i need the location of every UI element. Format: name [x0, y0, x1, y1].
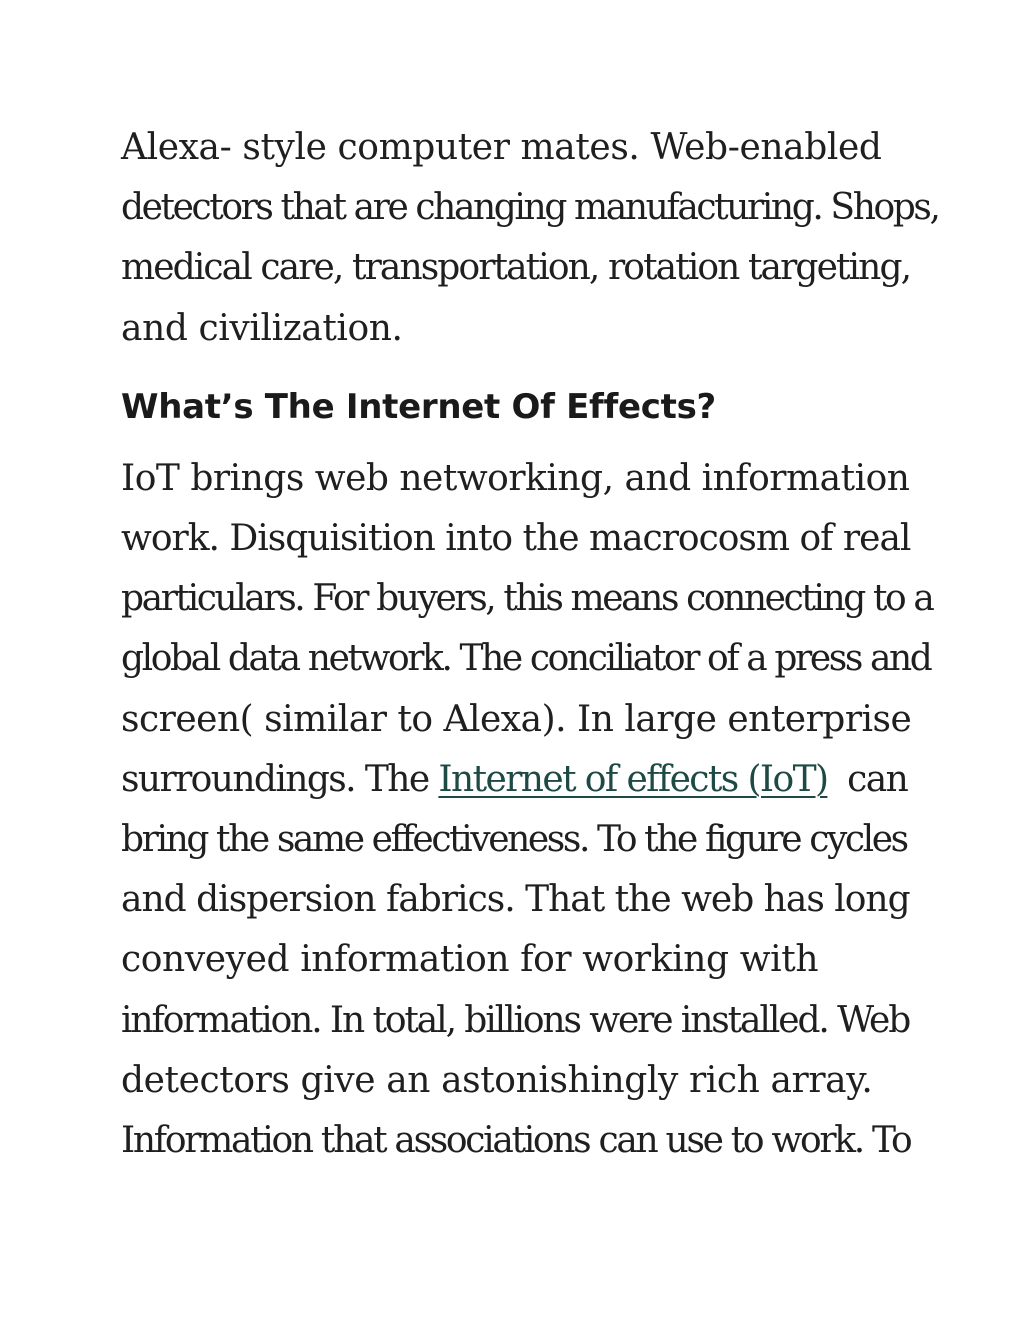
section-paragraph	[121, 449, 933, 1171]
text-line: medical care, transportation, rotation targeting,	[121, 247, 911, 289]
intro-paragraph	[121, 118, 939, 359]
text-line: particulars. For buyers, this means connecting to a	[121, 578, 933, 620]
text-line: and civilization.	[121, 307, 403, 349]
text-line: bring the same effectiveness. To the figure cycles	[121, 819, 907, 861]
text-after-link: can	[827, 758, 908, 800]
article-body	[121, 118, 939, 1171]
text-line: Information that associations can use to work. To	[121, 1120, 911, 1162]
text-line-with-link	[121, 750, 911, 810]
text-line: and dispersion fabrics. That the web has long	[121, 879, 910, 921]
text-line: screen( similar to Alexa). In large enterprise	[121, 698, 912, 740]
text-line: detectors that are changing manufacturing. Shops,	[121, 187, 939, 229]
text-line: Alexa- style computer mates. Web-enabled	[121, 127, 882, 168]
text-before-link: surroundings. The	[121, 758, 439, 800]
iot-article-link[interactable]: Internet of effects (IoT)	[438, 758, 828, 800]
text-line: IoT brings web networking, and information	[121, 457, 910, 499]
text-line: work. Disquisition into the macrocosm of real	[121, 518, 911, 560]
text-line: conveyed information for working with	[121, 939, 819, 981]
text-line: detectors give an astonishingly rich array.	[121, 1059, 873, 1101]
text-line: global data network. The conciliator of a press and	[121, 638, 931, 680]
section-heading: What’s The Internet Of Effects?	[121, 386, 716, 427]
text-line: information. In total, billions were installed. Web	[121, 999, 910, 1041]
